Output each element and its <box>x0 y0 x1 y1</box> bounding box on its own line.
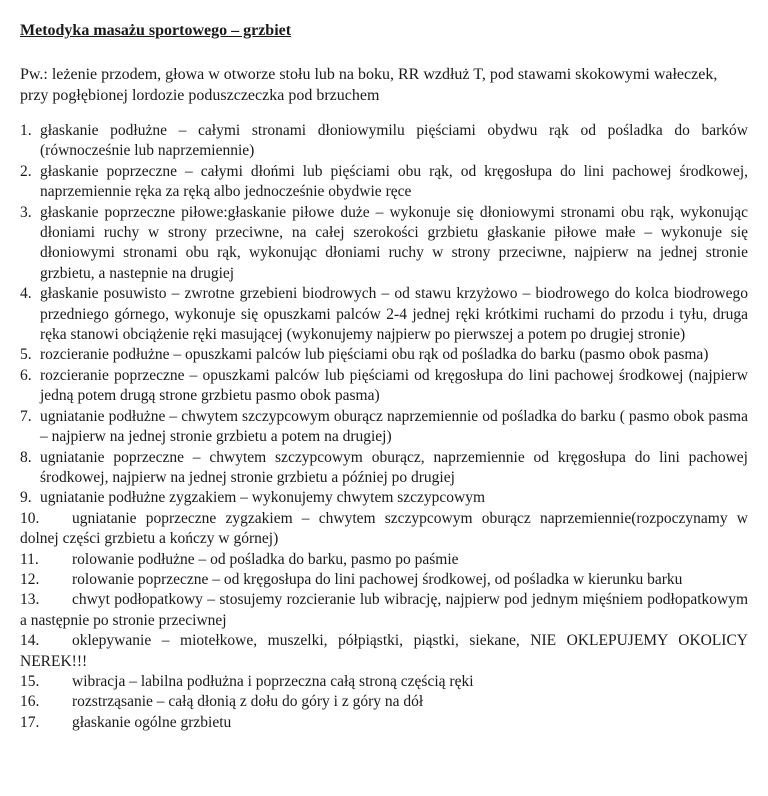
list-item-text: ugniatanie poprzeczne zygzakiem – chwytem szczypcowym oburącz naprzemiennie(rozpoczynamy w dolnej części grzbietu a kończy w górnej) <box>20 509 748 548</box>
list-item-text: rolowanie podłużne – od pośladka do barku, pasmo po paśmie <box>72 550 459 568</box>
list-item-number: 7. <box>20 407 32 425</box>
list-item-text: ugniatanie podłużne – chwytem szczypcowym oburącz naprzemiennie od pośladka do barku ( pasmo obok pasma – najpierw na jednej stronie grzbietu a potem na drugiej) <box>40 407 748 446</box>
list-item-text: głaskanie poprzeczne – całymi dłońmi lub pięściami obu rąk, od kręgosłupa do lini pachowej środkowej, naprzemiennie ręka za ręką albo jednocześnie obydwie ręce <box>40 162 748 201</box>
list-item-text: rozcieranie poprzeczne – opuszkami palców lub pięściami od kręgosłupa do lini pachowej środkowej (najpierw jedną potem drugą strone grzbietu pasmo obok pasma) <box>40 366 748 405</box>
list-item <box>20 713 748 733</box>
list-item-number: 15. <box>20 672 40 690</box>
list-item-number: 6. <box>20 366 32 384</box>
list-item-number: 5. <box>20 346 32 364</box>
list-item-text: rozstrząsanie – całą dłonią z dołu do góry i z góry na dół <box>72 693 424 711</box>
list-item <box>20 448 748 489</box>
list-item-number: 17. <box>20 713 40 731</box>
list-item-text: głaskanie podłużne – całymi stronami dłoniowymilu pięściami obydwu rąk od pośladka do barków (równocześnie lub naprzemiennie) <box>40 122 748 160</box>
list-item-text: oklepywanie – miotełkowe, muszelki, półpiąstki, piąstki, siekane, NIE OKLEPUJEMY OKOLICY NEREK!!! <box>20 632 748 670</box>
document-title: Metodyka masażu sportowego – grzbiet <box>20 22 292 39</box>
list-item-text: rolowanie poprzeczne – od kręgosłupa do lini pachowej środkowej, od pośladka w kierunku barku <box>72 570 683 588</box>
list-item-number: 1. <box>20 122 32 139</box>
list-item <box>20 570 748 590</box>
list-item-text: chwyt podłopatkowy – stosujemy rozcieranie lub wibrację, najpierw pod jednym mięśniem podłopatkowym a następnie po stronie przeciwnej <box>20 591 748 629</box>
list-item-number: 9. <box>20 489 32 507</box>
list-item <box>20 203 748 285</box>
list-item <box>20 692 748 712</box>
list-item-text: ugniatanie podłużne zygzakiem – wykonujemy chwytem szczypcowym <box>40 489 486 507</box>
list-item-number: 16. <box>20 693 40 711</box>
list-item <box>20 672 748 692</box>
list-item <box>20 509 748 550</box>
list-item <box>20 284 748 345</box>
list-item-number: 10. <box>20 509 40 527</box>
list-item <box>20 631 748 672</box>
list-item-text: rozcieranie podłużne – opuszkami palców lub pięściami obu rąk od pośladka do barku (pasmo obok pasma) <box>40 346 709 364</box>
list-item-number: 11. <box>20 550 39 568</box>
list-item-number: 4. <box>20 285 32 303</box>
list-item <box>20 366 748 407</box>
list-item-text: głaskanie poprzeczne piłowe:głaskanie piłowe duże – wykonuje się dłoniowymi stronami obu rąk, wykonując dłoniami ruchy w strony przeciwne, na całej szerokości grzbietu głaskanie piłowe małe – wykonuje się dłoniowymi stronami obu rąk, wykonując dłoniami ruchy w strony przeciwne, najpierw na jednej stronie grzbietu, a nastepnie na drugiej <box>40 203 748 282</box>
list-item-number: 12. <box>20 570 40 588</box>
list-item <box>20 407 748 448</box>
list-item-number: 3. <box>20 203 32 221</box>
procedure-list <box>20 121 748 733</box>
list-item-text: ugniatanie poprzeczne – chwytem szczypcowym oburącz, naprzemiennie od kręgosłupa do lini pachowej środkowej, najpierw na jednej stronie grzbietu a później po drugiej <box>40 448 748 486</box>
list-item-text: głaskanie ogólne grzbietu <box>72 713 232 731</box>
list-item-text: wibracja – labilna podłużna i poprzeczna całą stroną częścią ręki <box>72 672 474 690</box>
list-item-number: 8. <box>20 448 32 466</box>
list-item <box>20 590 748 631</box>
intro-paragraph: Pw.: leżenie przodem, głowa w otworze stołu lub na boku, RR wzdłuż T, pod stawami skokowymi wałeczek, przy pogłębionej lordozie poduszczeczka pod brzuchem <box>20 66 718 104</box>
list-item-number: 14. <box>20 632 40 650</box>
list-item <box>20 162 748 203</box>
list-item <box>20 488 748 508</box>
list-item-number: 13. <box>20 591 40 609</box>
list-item <box>20 345 748 365</box>
list-item-number: 2. <box>20 162 32 180</box>
list-item-text: głaskanie posuwisto – zwrotne grzebieni biodrowych – od stawu krzyżowo – biodrowego do kolca biodrowego przedniego górnego, wykonuje się opuszkami palców 2-4 jednej ręki krótkimi ruchami do przodu i tyłu, druga ręka stanowi obciążenie ręki masującej (wykonujemy najpierw po pierwszej a potem po drugiej stronie) <box>40 285 748 344</box>
list-item <box>20 121 748 162</box>
list-item <box>20 550 748 570</box>
